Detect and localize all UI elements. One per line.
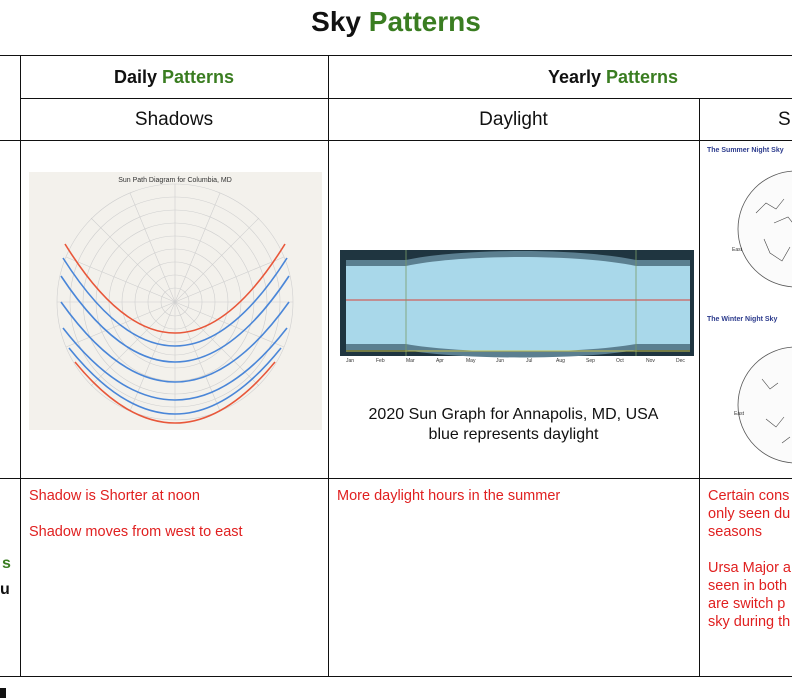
sun-graph-month-label: May: [466, 358, 476, 364]
header-daily-patterns: [20, 67, 328, 88]
stars-note-2-line-3: are switch p: [708, 596, 786, 612]
sun-graph-month-label: Mar: [406, 358, 415, 364]
title-word-sky: Sky: [311, 6, 361, 37]
shadow-note-1: Shadow is Shorter at noon: [29, 488, 200, 504]
sun-graph-month-label: Oct: [616, 358, 624, 364]
stars-note-1-line-1: Certain cons: [708, 488, 790, 504]
subheader-shadows: Shadows: [134, 109, 214, 130]
stars-note-2-line-2: seen in both: [708, 578, 788, 594]
col-divider-daily-yearly: [328, 55, 329, 677]
summer-sky-title: The Summer Night Sky: [707, 147, 784, 154]
sun-path-title: Sun Path Diagram for Columbia, MD: [118, 177, 232, 184]
sun-graph: [340, 250, 694, 365]
stars-note-1-line-2: only seen du: [708, 506, 791, 522]
header-yearly-word1: Yearly: [547, 67, 601, 87]
sun-graph-month-label: Jan: [346, 358, 355, 364]
stars-note-2-line-4: sky during th: [708, 614, 791, 630]
winter-east-label: East: [734, 411, 745, 417]
header-daily-word1: Daily: [113, 67, 157, 87]
sun-graph-month-label: Jul: [526, 358, 533, 364]
sun-graph-month-label: Dec: [676, 358, 685, 364]
col-divider-left: [20, 55, 21, 677]
subheader-daylight: Daylight: [479, 109, 548, 130]
col-divider-daylight-stars: [699, 98, 700, 677]
subheader-divider: [0, 140, 792, 141]
winter-sky-title: The Winter Night Sky: [707, 316, 778, 323]
subheader-stars-fragment: S: [778, 109, 791, 130]
left-fragment-green: s: [2, 555, 11, 572]
sun-graph-month-label: Sep: [586, 358, 595, 364]
page-title: [0, 6, 792, 38]
header-yearly-word2: Patterns: [606, 67, 679, 87]
winter-star-map: [738, 347, 792, 463]
bottom-left-mark: [0, 688, 6, 698]
stars-note-2: [708, 559, 792, 631]
image-row-divider: [0, 478, 792, 479]
sun-graph-month-label: Apr: [436, 358, 444, 364]
summer-east-label: East: [732, 247, 743, 253]
summer-star-map: [738, 171, 792, 287]
caption-line-2: blue represents daylight: [428, 426, 599, 443]
stars-note-2-line-1: Ursa Major a: [708, 560, 791, 576]
star-maps: [704, 143, 792, 473]
sun-graph-month-label: Nov: [646, 358, 655, 364]
header-yearly-patterns: [328, 67, 792, 88]
stars-note-1-line-3: seasons: [708, 524, 763, 540]
left-fragment-dark: u: [0, 581, 10, 598]
daylight-note-1: More daylight hours in the summer: [337, 488, 561, 504]
caption-line-1: 2020 Sun Graph for Annapolis, MD, USA: [368, 406, 659, 423]
header-divider: [20, 98, 792, 99]
sun-path-diagram: [29, 172, 322, 430]
header-daily-word2: Patterns: [162, 67, 235, 87]
table-top-border: [0, 55, 792, 56]
sun-graph-month-label: Aug: [556, 358, 565, 364]
table-bottom-border: [0, 676, 792, 677]
stars-note-1: [708, 487, 792, 541]
shadow-note-2: Shadow moves from west to east: [29, 524, 243, 540]
sun-graph-month-label: Jun: [496, 358, 505, 364]
sun-graph-caption: [328, 405, 699, 445]
title-word-patterns: Patterns: [368, 6, 481, 37]
sun-graph-month-label: Feb: [376, 358, 385, 364]
